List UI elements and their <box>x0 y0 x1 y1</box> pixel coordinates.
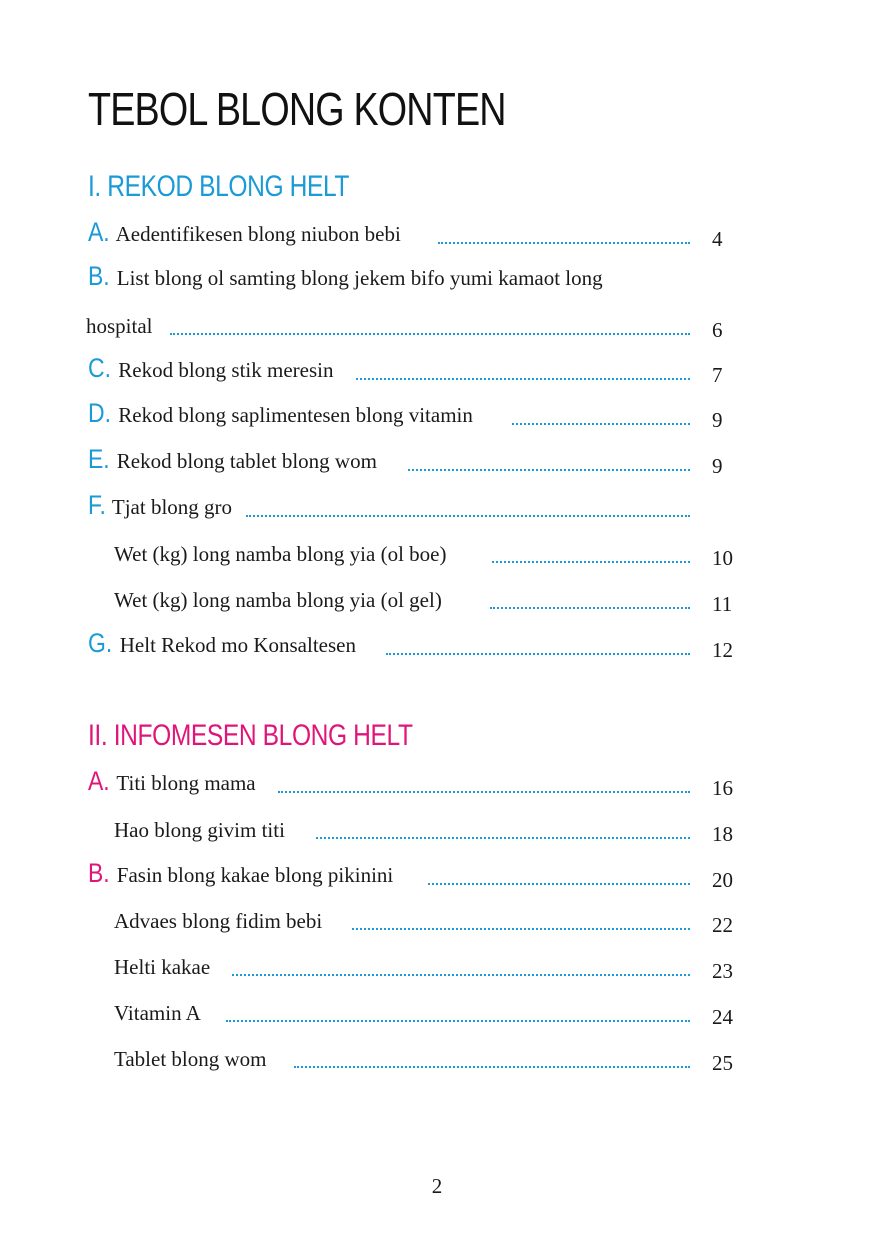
entry-text: Hao blong givim titi <box>114 818 285 842</box>
dot-leader <box>294 1066 690 1068</box>
entry-page-number: 16 <box>712 776 733 800</box>
entry-page-number: 4 <box>712 227 723 251</box>
entry-text: Rekod blong tablet blong wom <box>116 449 377 473</box>
toc-entry[interactable] <box>88 258 752 298</box>
entry-page-number: 7 <box>712 363 723 387</box>
dot-leader <box>512 423 690 425</box>
page-title: TEBOL BLONG KONTEN <box>88 83 506 135</box>
entry-page-number: 9 <box>712 454 723 478</box>
dot-leader <box>386 653 690 655</box>
toc-entry[interactable] <box>88 487 752 527</box>
toc-entry[interactable] <box>88 214 752 254</box>
entry-text: Wet (kg) long namba blong yia (ol gel) <box>114 588 442 612</box>
toc-entry[interactable] <box>88 992 752 1032</box>
entry-page-number: 9 <box>712 408 723 432</box>
toc-entry[interactable] <box>88 900 752 940</box>
entry-text: Tjat blong gro <box>111 495 233 519</box>
dot-leader <box>316 837 690 839</box>
entry-text: Aedentifikesen blong niubon bebi <box>115 222 401 246</box>
entry-page-number: 23 <box>712 959 733 983</box>
toc-entry[interactable] <box>88 305 752 345</box>
entry-text: Vitamin A <box>114 1001 201 1025</box>
entry-letter: B. <box>88 261 110 291</box>
entry-page-number: 22 <box>712 913 733 937</box>
entry-text: Wet (kg) long namba blong yia (ol boe) <box>114 542 447 566</box>
entry-text: Advaes blong fidim bebi <box>114 909 323 933</box>
entry-text: Rekod blong saplimentesen blong vitamin <box>118 403 473 427</box>
toc-entry[interactable] <box>88 809 752 849</box>
dot-leader <box>232 974 690 976</box>
entry-text: Fasin blong kakae blong pikinini <box>116 863 394 887</box>
entry-page-number: 6 <box>712 318 723 342</box>
toc-entry[interactable] <box>88 855 752 895</box>
dot-leader <box>170 333 690 335</box>
entry-text: hospital <box>86 314 153 338</box>
dot-leader <box>428 883 690 885</box>
entry-letter: B. <box>88 858 110 888</box>
entry-page-number: 18 <box>712 822 733 846</box>
entry-text: Helti kakae <box>114 955 211 979</box>
entry-page-number: 25 <box>712 1051 733 1075</box>
toc-entry[interactable] <box>88 579 752 619</box>
entry-page-number: 11 <box>712 592 733 616</box>
entry-letter: F. <box>88 490 106 520</box>
dot-leader <box>352 928 690 930</box>
entry-text: List blong ol samting blong jekem bifo yumi kamaot long <box>116 266 603 290</box>
entry-text: Helt Rekod mo Konsaltesen <box>119 633 356 657</box>
entry-page-number: 24 <box>712 1005 733 1029</box>
dot-leader <box>356 378 690 380</box>
entry-letter: C. <box>88 353 111 383</box>
dot-leader <box>438 242 690 244</box>
entry-letter: A. <box>88 217 110 247</box>
toc-entry[interactable] <box>88 533 752 573</box>
entry-page-number: 12 <box>712 638 733 662</box>
toc-entry[interactable] <box>88 350 752 390</box>
entry-page-number: 20 <box>712 868 733 892</box>
entry-letter: A. <box>88 766 110 796</box>
footer-page-number: 2 <box>431 1174 443 1198</box>
entry-page-number: 10 <box>712 546 733 570</box>
toc-entry[interactable] <box>88 946 752 986</box>
dot-leader <box>278 791 690 793</box>
entry-text: Rekod blong stik meresin <box>118 358 334 382</box>
dot-leader <box>246 515 690 517</box>
dot-leader <box>408 469 690 471</box>
toc-entry[interactable] <box>88 395 752 435</box>
entry-letter: G. <box>88 628 113 658</box>
entry-text: Titi blong mama <box>116 771 256 795</box>
dot-leader <box>226 1020 690 1022</box>
entry-letter: D. <box>88 398 111 428</box>
entry-letter: E. <box>88 444 110 474</box>
entry-text: Tablet blong wom <box>114 1047 267 1071</box>
toc-entry[interactable] <box>88 763 752 803</box>
toc-entry[interactable] <box>88 441 752 481</box>
dot-leader <box>490 607 690 609</box>
section-heading-health-information: II. INFOMESEN BLONG HELT <box>88 719 413 752</box>
dot-leader <box>492 561 690 563</box>
toc-entry[interactable] <box>88 1038 752 1078</box>
toc-entry[interactable] <box>88 625 752 665</box>
section-heading-health-record: I. REKOD BLONG HELT <box>88 170 350 203</box>
